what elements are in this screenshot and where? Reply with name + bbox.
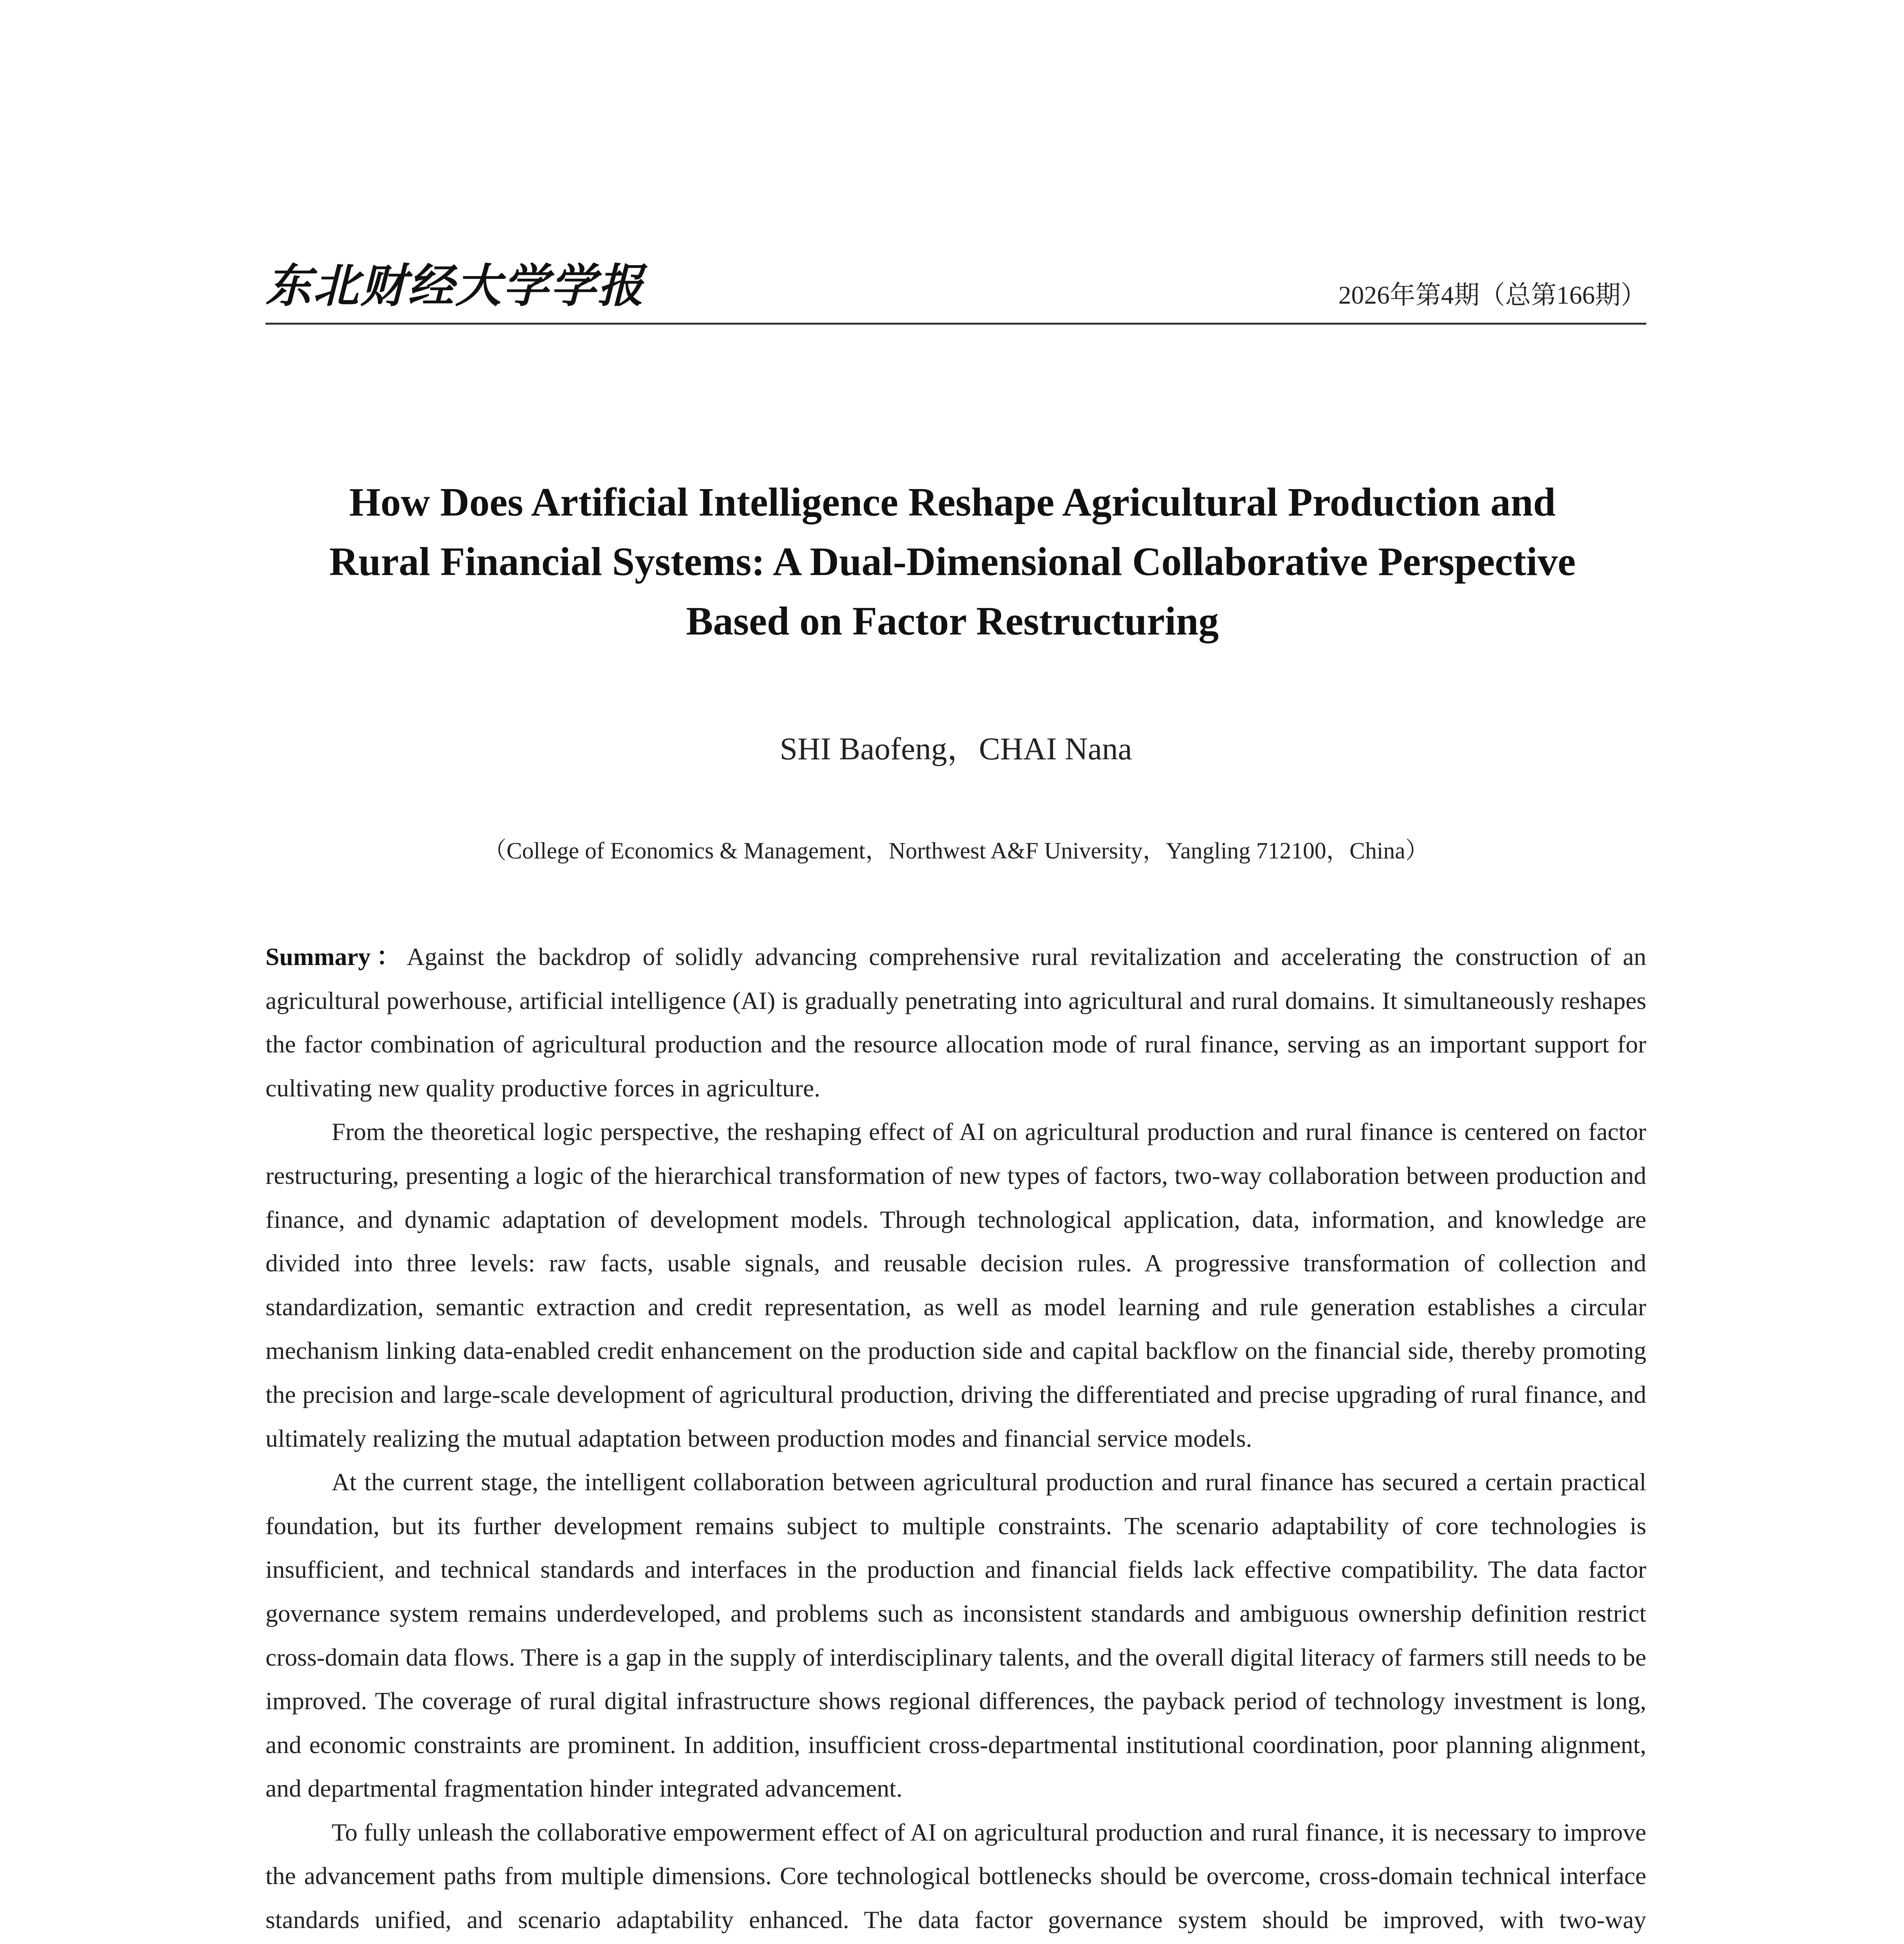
summary-paragraph: To fully unleash the collaborative empowerment effect of AI on agricultural production and rural finance, it is necessary to improve the advancement paths from multiple dimensions. Core technological bottlenecks should be overcome, cross-domain technical interface standards unified, and scenario adaptability enhanced. The data factor governance system should be improved, with two-way xyxy=(266,1818,1646,1934)
affiliation: （College of Economics & Management，Northwest A&F University，Yangling 712100，China） xyxy=(483,838,1429,864)
summary-paragraph: From the theoretical logic perspective, the reshaping effect of AI on agricultural production and rural finance is centered on factor restructuring, presenting a logic of the hierarchical transformation of new types of factors, two-way collaboration between production and finance, and dynamic adaptation of development models. Through technological application, data, information, and knowledge are divided into three levels: raw facts, usable signals, and reusable decision rules. A progressive transformation of collection and standardization, semantic extraction and credit representation, as well as model learning and rule generation establishes a circular mechanism linking data-enabled credit enhancement on the production side and capital backflow on the financial side, thereby promoting the precision and large-scale development of agricultural production, driving the differentiated and precise upgrading of rural finance, and ultimately realizing the mutual adaptation between production modes and financial service models. xyxy=(266,1118,1646,1452)
article-title xyxy=(233,472,1672,651)
journal-name-logo: 东北财经大学学报 xyxy=(266,259,645,313)
title-line: How Does Artificial Intelligence Reshape Agricultural Production and xyxy=(349,480,1556,524)
summary-section xyxy=(266,935,1646,1944)
summary-text: Against the backdrop of solidly advancing comprehensive rural revitalization and accelerating the construction of an agricultural powerhouse, artificial intelligence (AI) is gradually penetrating into agricultural and rural domains. It simultaneously reshapes the factor combination of agricultural production and the resource allocation mode of rural finance, serving as an important support for cultivating new quality productive forces in agriculture. xyxy=(266,943,1647,1102)
summary-paragraph: At the current stage, the intelligent collaboration between agricultural production and rural finance has secured a certain practical foundation, but its further development remains subject to multiple constraints. The scenario adaptability of core technologies is insufficient, and technical standards and interfaces in the production and financial fields lack effective compatibility. The data factor governance system remains underdeveloped, and problems such as inconsistent standards and ambiguous ownership definition restrict cross-domain data flows. There is a gap in the supply of interdisciplinary talents, and the overall digital literacy of farmers still needs to be improved. The coverage of rural digital infrastructure shows regional differences, the payback period of technology investment is long, and economic constraints are prominent. In addition, insufficient cross-departmental institutional coordination, poor planning alignment, and departmental fragmentation hinder integrated advancement. xyxy=(266,1468,1646,1802)
title-line: Based on Factor Restructuring xyxy=(686,599,1219,643)
title-line: Rural Financial Systems: A Dual-Dimensional Collaborative Perspective xyxy=(329,539,1576,584)
authors: SHI Baofeng，CHAI Nana xyxy=(779,731,1132,766)
running-header xyxy=(266,249,1646,325)
summary-label: Summary： xyxy=(266,943,407,970)
issue-info: 2026年第4期（总第166期） xyxy=(1338,281,1646,309)
summary-paragraph xyxy=(266,935,1646,1110)
